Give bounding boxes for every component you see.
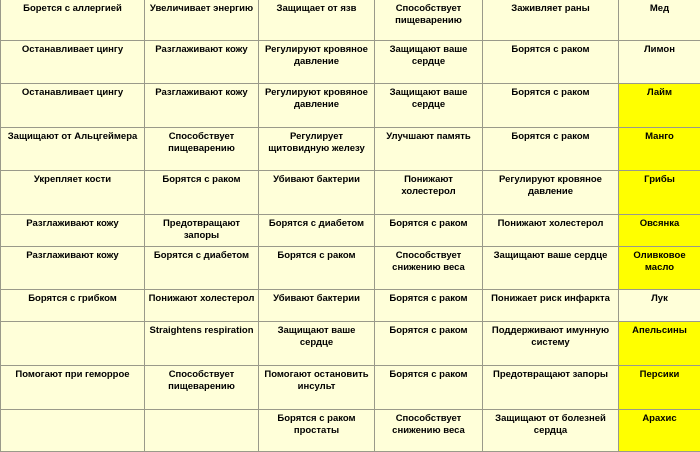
benefit-cell: Регулируют кровяное давление xyxy=(259,41,375,84)
benefit-cell xyxy=(1,410,145,452)
benefit-cell: Регулируют кровяное давление xyxy=(259,84,375,128)
benefit-cell: Убивают бактерии xyxy=(259,171,375,215)
food-name-cell: Грибы xyxy=(619,171,700,215)
benefit-cell: Понижают холестерол xyxy=(483,215,619,247)
benefit-cell: Способствует пищеварению xyxy=(375,0,483,41)
benefit-cell: Борятся с раком xyxy=(259,247,375,290)
table-row xyxy=(1,366,700,410)
benefit-cell: Способствует снижению веса xyxy=(375,247,483,290)
benefit-cell: Способствует пищеварению xyxy=(145,366,259,410)
benefit-cell: Защищают ваше сердце xyxy=(483,247,619,290)
benefit-cell: Борятся с раком xyxy=(483,41,619,84)
table-row xyxy=(1,128,700,171)
food-name-cell: Овсянка xyxy=(619,215,700,247)
table-row xyxy=(1,84,700,128)
benefit-cell: Улучшают память xyxy=(375,128,483,171)
food-name-cell: Персики xyxy=(619,366,700,410)
benefit-cell xyxy=(1,322,145,366)
benefit-cell: Разглаживают кожу xyxy=(145,41,259,84)
benefit-cell: Разглаживают кожу xyxy=(1,215,145,247)
benefit-cell: Укрепляет кости xyxy=(1,171,145,215)
benefit-cell: Борятся с диабетом xyxy=(259,215,375,247)
benefit-cell xyxy=(145,410,259,452)
benefit-cell: Защищают от болезней сердца xyxy=(483,410,619,452)
benefit-cell: Останавливает цингу xyxy=(1,84,145,128)
benefit-cell: Разглаживают кожу xyxy=(1,247,145,290)
benefit-cell: Защищают ваше сердце xyxy=(375,84,483,128)
table-row xyxy=(1,171,700,215)
food-name-cell: Мед xyxy=(619,0,700,41)
benefit-cell: Увеличивает энергию xyxy=(145,0,259,41)
benefit-cell: Борятся с раком xyxy=(375,322,483,366)
food-name-cell: Оливковое масло xyxy=(619,247,700,290)
benefit-cell: Убивают бактерии xyxy=(259,290,375,322)
benefit-cell: Понижают холестерол xyxy=(375,171,483,215)
benefit-cell: Понижают холестерол xyxy=(145,290,259,322)
table-row xyxy=(1,247,700,290)
food-name-cell: Лимон xyxy=(619,41,700,84)
table-row xyxy=(1,410,700,452)
benefit-cell: Борятся с раком xyxy=(375,215,483,247)
benefit-cell: Защищают ваше сердце xyxy=(375,41,483,84)
table-row xyxy=(1,290,700,322)
benefit-cell: Защищает от язв xyxy=(259,0,375,41)
benefit-cell: Straightens respiration xyxy=(145,322,259,366)
benefit-cell: Понижает риск инфаркта xyxy=(483,290,619,322)
benefit-cell: Борятся с раком xyxy=(145,171,259,215)
benefit-cell: Помогают остановить инсульт xyxy=(259,366,375,410)
benefit-cell: Борятся с раком xyxy=(375,290,483,322)
food-name-cell: Манго xyxy=(619,128,700,171)
benefit-cell: Борятся с грибком xyxy=(1,290,145,322)
table-row xyxy=(1,215,700,247)
benefit-cell: Защищают от Альцгеймера xyxy=(1,128,145,171)
benefit-cell: Разглаживают кожу xyxy=(145,84,259,128)
benefit-cell: Предотвращают запоры xyxy=(145,215,259,247)
benefit-cell: Борется с аллергией xyxy=(1,0,145,41)
benefit-cell: Помогают при геморрое xyxy=(1,366,145,410)
food-name-cell: Арахис xyxy=(619,410,700,452)
benefit-cell: Заживляет раны xyxy=(483,0,619,41)
benefit-cell: Борятся с раком xyxy=(375,366,483,410)
benefit-cell: Способствует снижению веса xyxy=(375,410,483,452)
table-row xyxy=(1,322,700,366)
benefit-cell: Поддерживают имунную систему xyxy=(483,322,619,366)
benefit-cell: Останавливает цингу xyxy=(1,41,145,84)
benefit-cell: Защищают ваше сердце xyxy=(259,322,375,366)
benefit-cell: Регулируют кровяное давление xyxy=(483,171,619,215)
benefit-cell: Регулирует щитовидную железу xyxy=(259,128,375,171)
table-row xyxy=(1,41,700,84)
benefit-cell: Борятся с раком xyxy=(483,84,619,128)
food-name-cell: Лайм xyxy=(619,84,700,128)
benefit-cell: Борятся с раком простаты xyxy=(259,410,375,452)
benefit-cell: Предотвращают запоры xyxy=(483,366,619,410)
benefit-cell: Способствует пищеварению xyxy=(145,128,259,171)
food-name-cell: Лук xyxy=(619,290,700,322)
benefit-cell: Борятся с раком xyxy=(483,128,619,171)
benefit-cell: Борятся с диабетом xyxy=(145,247,259,290)
food-name-cell: Апельсины xyxy=(619,322,700,366)
table-row xyxy=(1,0,700,41)
